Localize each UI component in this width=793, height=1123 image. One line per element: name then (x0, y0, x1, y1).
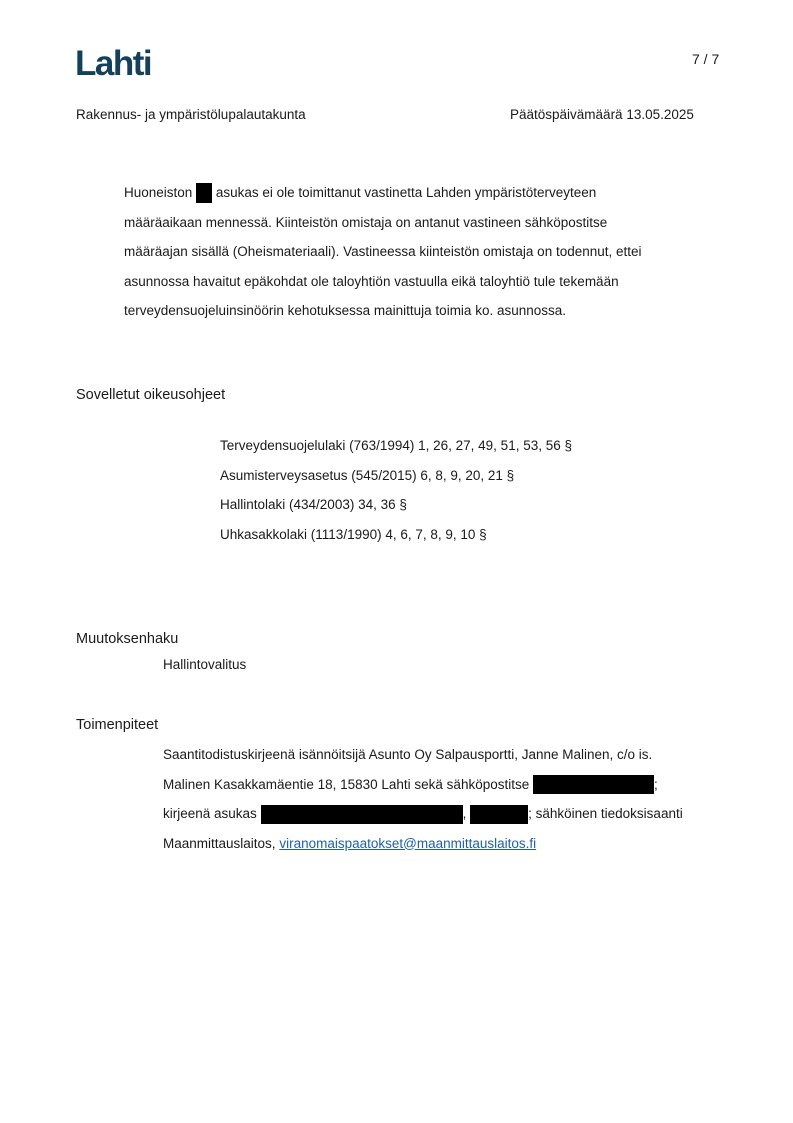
intro-line-3: määräajan sisällä (Oheismateriaali). Vastineessa kiinteistön omistaja on todennut, ettei (124, 244, 642, 259)
actions-line-3: kirjeenä asukas , ; sähköinen tiedoksisaanti (163, 799, 683, 829)
appeal-value: Hallintovalitus (163, 657, 247, 672)
page-number: 7 / 7 (692, 51, 720, 67)
decision-date: Päätöspäivämäärä 13.05.2025 (510, 107, 694, 122)
actions-line-2: Malinen Kasakkamäentie 18, 15830 Lahti sekä sähköpostitse ; (163, 770, 683, 800)
actions-paragraph (163, 740, 683, 858)
law-item: Hallintolaki (434/2003) 34, 36 § (220, 497, 407, 512)
law-list (220, 431, 572, 549)
actions-line-4: Maanmittauslaitos, viranomaispaatokset@maanmittauslaitos.fi (163, 835, 537, 851)
law-item: Asumisterveysasetus (545/2015) 6, 8, 9, 20, 21 § (220, 467, 515, 483)
redaction-box (533, 775, 654, 794)
actions-line-1: Saantitodistuskirjeenä isännöitsijä Asunto Oy Salpausportti, Janne Malinen, c/o is. (163, 747, 653, 762)
law-item: Terveydensuojelulaki (763/1994) 1, 26, 27, 49, 51, 53, 56 § (220, 438, 572, 453)
intro-line-5: terveydensuojeluinsinöörin kehotuksessa mainittuja toimia ko. asunnossa. (124, 303, 566, 318)
intro-line-2: määräaikaan mennessä. Kiinteistön omistaja on antanut vastineen sähköpostitse (124, 214, 608, 230)
laws-heading: Sovelletut oikeusohjeet (76, 387, 226, 403)
actions-heading: Toimenpiteet (76, 717, 159, 733)
committee-name: Rakennus- ja ympäristölupalautakunta (76, 107, 306, 122)
law-item: Uhkasakkolaki (1113/1990) 4, 6, 7, 8, 9, 10 § (220, 526, 487, 542)
intro-line-4: asunnossa havaitut epäkohdat ole taloyhtiön vastuulla eikä taloyhtiö tule tekemään (124, 273, 619, 289)
intro-paragraph (124, 178, 724, 326)
appeal-heading: Muutoksenhaku (76, 631, 179, 647)
redaction-box (470, 805, 528, 824)
intro-line-1: Huoneiston asukas ei ole toimittanut vastinetta Lahden ympäristöterveyteen (124, 178, 724, 208)
redaction-box (261, 805, 463, 824)
email-link[interactable]: viranomaispaatokset@maanmittauslaitos.fi (279, 835, 537, 851)
lahti-logo: Lahti (75, 44, 152, 83)
redaction-box (196, 183, 212, 203)
